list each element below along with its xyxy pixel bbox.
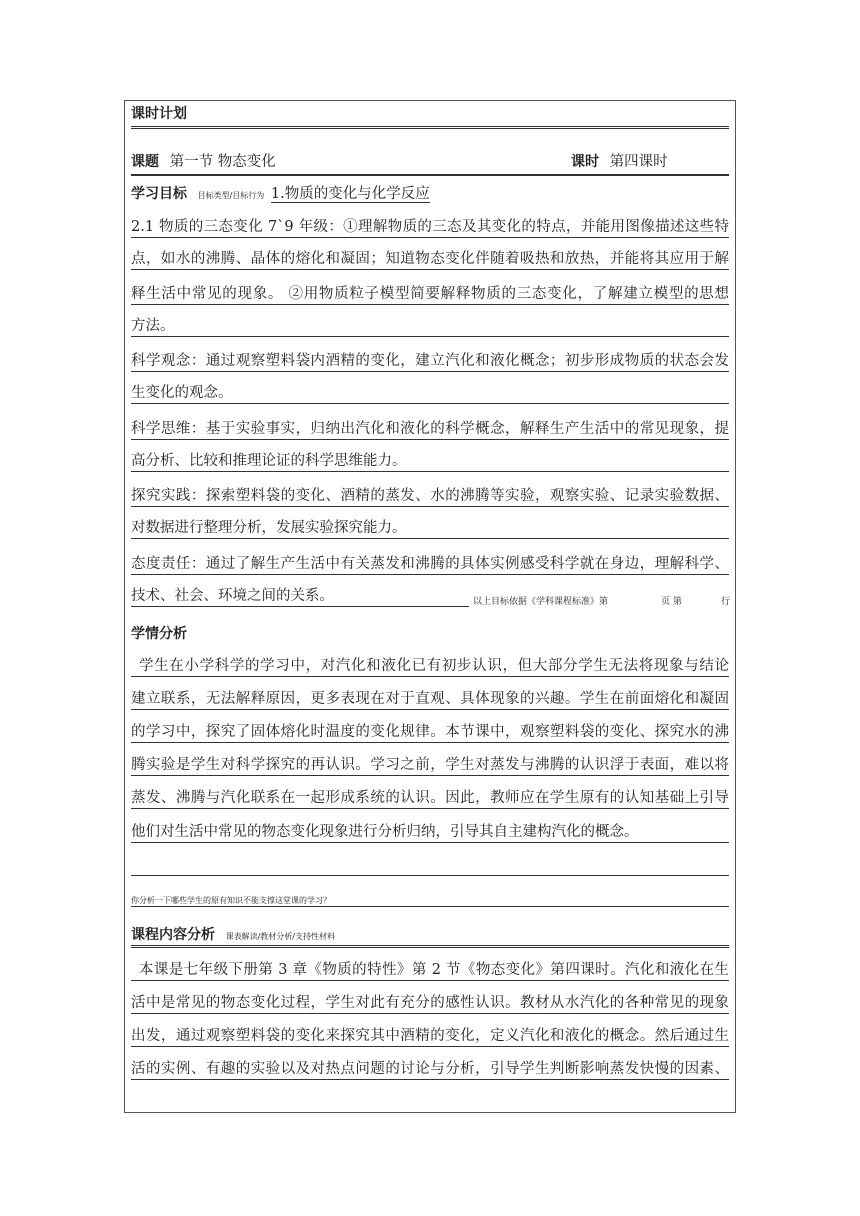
source-note: 以上目标依据《学科课程标准》第 xyxy=(473,597,609,607)
learner-line: 蒸发、沸腾与汽化联系在一起形成系统的认识。因此，教师应在学生原有的认知基础上引导 xyxy=(131,788,729,809)
topic-label: 课题 xyxy=(131,154,159,170)
objectives-label: 学习目标 xyxy=(131,186,187,202)
attitude-line: 技术、社会、环境之间的关系。 xyxy=(131,586,469,607)
learner-line: 建立联系，无法解释原因，更多表现在对于直观、具体现象的兴趣。学生在前面熔化和凝固 xyxy=(131,689,729,710)
content-analysis-heading xyxy=(131,925,729,948)
plan-title: 课时计划 xyxy=(131,104,729,129)
learner-analysis-label: 学情分析 xyxy=(131,626,187,642)
learner-line: 的学习中，探究了固体熔化时温度的变化规律。本节课中，观察塑料袋的变化、探究水的沸 xyxy=(131,722,729,743)
source-line: 行 xyxy=(721,597,731,607)
objectives-heading xyxy=(131,184,729,206)
content-line: 活的实例、有趣的实验以及对热点问题的讨论与分析，引导学生判断影响蒸发快慢的因素、 xyxy=(131,1059,729,1080)
objectives-item1: 1.物质的变化与化学反应 xyxy=(270,186,430,202)
learner-line: 学生在小学科学的学习中，对汽化和液化已有初步认识，但大部分学生无法将现象与结论 xyxy=(131,656,729,677)
standard-line: 释生活中常见的现象。 ②用物质粒子模型简要解释物质的三态变化，了解建立模型的思想 xyxy=(131,284,729,305)
learner-line: 腾实验是学生对科学探究的再认识。学习之前，学生对蒸发与沸腾的认识浮于表面，难以将 xyxy=(131,755,729,776)
attitude-line: 态度责任：通过了解生产生活中有关蒸发和沸腾的具体实例感受科学就在身边，理解科学、 xyxy=(131,554,729,575)
content-line: 活中是常见的物态变化过程，学生对此有充分的感性认识。教材从水汽化的各种常见的现象 xyxy=(131,993,729,1014)
content-analysis-label: 课程内容分析 xyxy=(131,927,215,943)
period-group xyxy=(571,152,668,172)
period-label: 课时 xyxy=(571,154,599,170)
concept-line: 科学观念：通过观察塑料袋内酒精的变化，建立汽化和液化概念；初步形成物质的状态会发 xyxy=(131,351,729,372)
period-value: 第四课时 xyxy=(609,154,668,170)
standard-line: 方法。 xyxy=(131,316,729,337)
standard-line: 点，如水的沸腾、晶体的熔化和凝固；知道物态变化伴随着吸热和放热，并能将其应用于解 xyxy=(131,249,729,270)
practice-line: 对数据进行整理分析，发展实验探究能力。 xyxy=(131,518,729,539)
practice-line: 探究实践：探索塑料袋的变化、酒精的蒸发、水的沸腾等实验，观察实验、记录实验数据、 xyxy=(131,486,729,507)
concept-line: 生变化的观念。 xyxy=(131,383,729,404)
topic-value: 第一节 物态变化 xyxy=(169,154,276,170)
standard-line: 2.1 物质的三态变化 7`9 年级：①理解物质的三态及其变化的特点，并能用图像描述这些特 xyxy=(131,217,729,238)
learner-prompt: 你分析一下哪些学生的原有知识不能支撑这堂课的学习？ xyxy=(131,890,729,907)
learner-line: 他们对生活中常见的物态变化现象进行分析归纳，引导其自主建构汽化的概念。 xyxy=(131,822,729,843)
thinking-line: 高分析、比较和推理论证的科学思维能力。 xyxy=(131,451,729,472)
source-page: 页 第 xyxy=(661,597,682,607)
content-analysis-note: 课表解读/教材分析/支持性材料 xyxy=(225,932,335,941)
lesson-row xyxy=(131,152,729,176)
attitude-source-row xyxy=(131,586,729,606)
content-line: 本课是七年级下册第 3 章《物质的特性》第 2 节《物态变化》第四课时。汽化和液化在生 xyxy=(131,960,729,981)
blank-line xyxy=(131,855,729,876)
thinking-line: 科学思维：基于实验事实，归纳出汽化和液化的科学概念，解释生产生活中的常见现象，提 xyxy=(131,419,729,440)
content-line: 出发，通过观察塑料袋的变化来探究其中酒精的变化，定义汽化和液化的概念。然后通过生 xyxy=(131,1026,729,1047)
objectives-type-note: 目标类型/目标行为 xyxy=(197,191,265,200)
